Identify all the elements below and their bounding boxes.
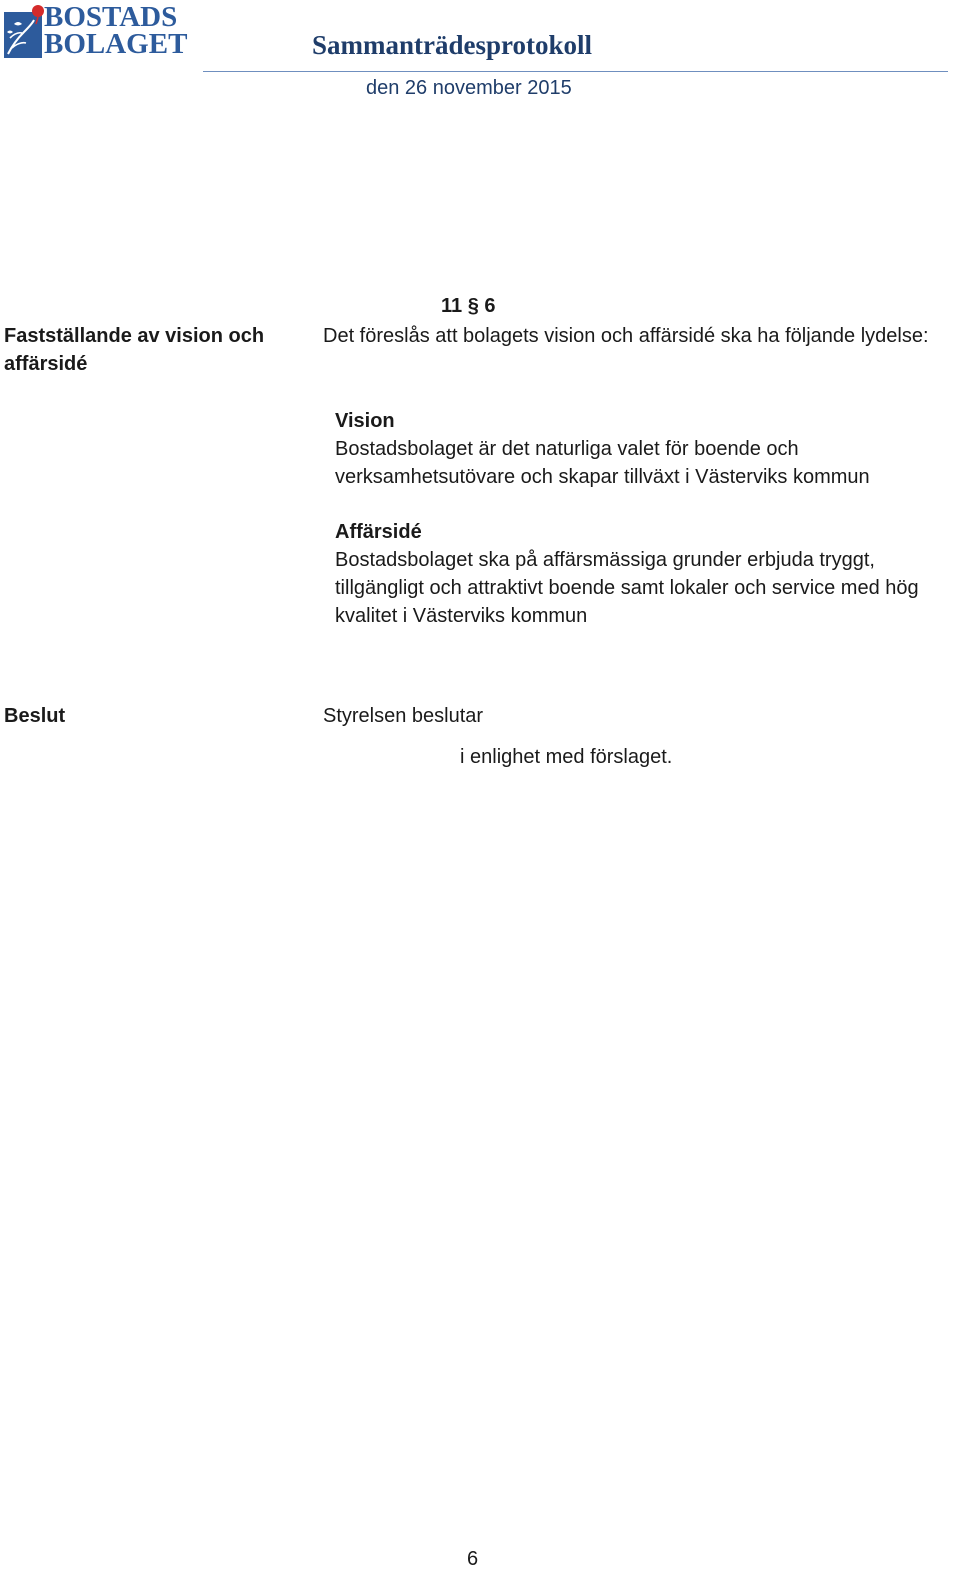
page-number: 6 [467,1548,479,1570]
decision-label: Beslut [4,705,66,727]
affarside-block [335,518,935,630]
document-title: Sammanträdesprotokoll [312,30,593,60]
company-logo [4,2,200,60]
document-date: den 26 november 2015 [366,77,572,99]
decision-text: Styrelsen beslutar [323,705,484,727]
decision-item: i enlighet med förslaget. [460,746,673,768]
section-number: 11 § 6 [441,295,496,317]
vision-block [335,407,935,491]
vision-heading: Vision [335,410,395,432]
header-divider [203,71,948,72]
affarside-heading: Affärsidé [335,521,422,543]
section-intro: Det föreslås att bolagets vision och affärsidé ska ha följande lydelse: [323,325,929,347]
logo-text-line1: BOSTADS [44,1,178,33]
section-heading: Fastställande av vision och affärsidé [4,325,265,375]
bostadsbolaget-logo-mark-icon [4,2,48,60]
logo-text-line2: BOLAGET [44,28,188,60]
affarside-text: Bostadsbolaget ska på affärsmässiga grunder erbjuda tryggt, tillgängligt och attraktivt boende samt lokaler och service med hög kvalitet i Västerviks kommun [335,549,919,627]
vision-text: Bostadsbolaget är det naturliga valet för boende och verksamhetsutövare och skapar tillväxt i Västerviks kommun [335,438,870,488]
